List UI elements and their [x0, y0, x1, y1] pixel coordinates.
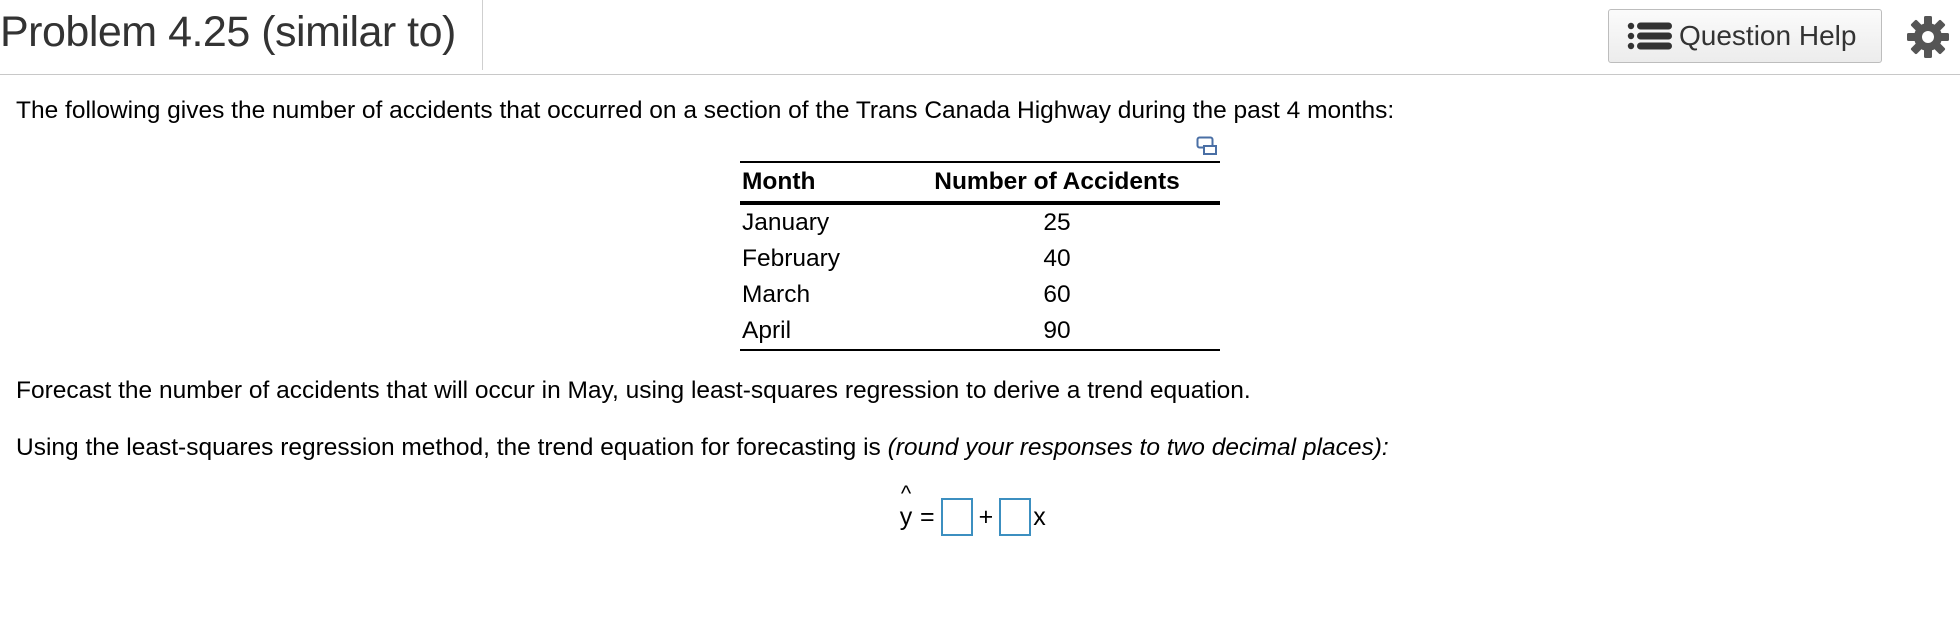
table-row	[740, 241, 1220, 277]
accidents-cell: 25	[1043, 209, 1071, 236]
accidents-cell: 60	[1043, 281, 1071, 308]
column-header-accidents: Number of Accidents	[894, 162, 1220, 203]
question-help-label: Question Help	[1679, 20, 1857, 51]
page-title: Problem 4.25 (similar to)	[0, 8, 456, 56]
equals-sign: =	[920, 502, 935, 531]
x-variable: x	[1033, 502, 1046, 531]
month-cell: March	[742, 281, 811, 308]
trend-equation	[898, 480, 1046, 540]
hat-accent: ^	[900, 480, 912, 506]
month-cell: January	[742, 209, 830, 236]
table-row	[740, 203, 1220, 241]
table-header-row	[740, 162, 1220, 203]
slope-input[interactable]	[999, 498, 1031, 536]
intercept-input[interactable]	[941, 498, 973, 536]
popout-icon[interactable]	[1196, 136, 1218, 156]
month-cell: April	[740, 313, 894, 350]
y-variable: y	[899, 502, 913, 531]
title-divider	[482, 0, 483, 70]
instruction-rounding-note: (round your responses to two decimal places):	[887, 434, 1389, 461]
instruction-main: Using the least-squares regression method, the trend equation for forecasting is	[16, 434, 888, 461]
accidents-table	[740, 161, 1220, 351]
forecast-prompt: Forecast the number of accidents that will occur in May, using least-squares regression to derive a trend equation.	[16, 377, 1251, 404]
list-icon	[1627, 21, 1673, 51]
gear-icon[interactable]	[1906, 15, 1950, 59]
plus-sign: +	[978, 502, 994, 531]
table-row	[740, 277, 1220, 313]
accidents-cell: 40	[1043, 245, 1071, 272]
column-header-month: Month	[740, 162, 894, 203]
y-hat-symbol	[898, 480, 914, 532]
month-cell: February	[742, 245, 841, 272]
question-intro: The following gives the number of accidents that occurred on a section of the Trans Canada Highway during the past 4 months:	[16, 97, 1395, 124]
question-help-button[interactable]	[1608, 9, 1882, 63]
instruction-text	[16, 434, 1389, 462]
accidents-cell: 90	[894, 313, 1220, 350]
table-row	[740, 313, 1220, 350]
problem-header	[0, 0, 1960, 75]
